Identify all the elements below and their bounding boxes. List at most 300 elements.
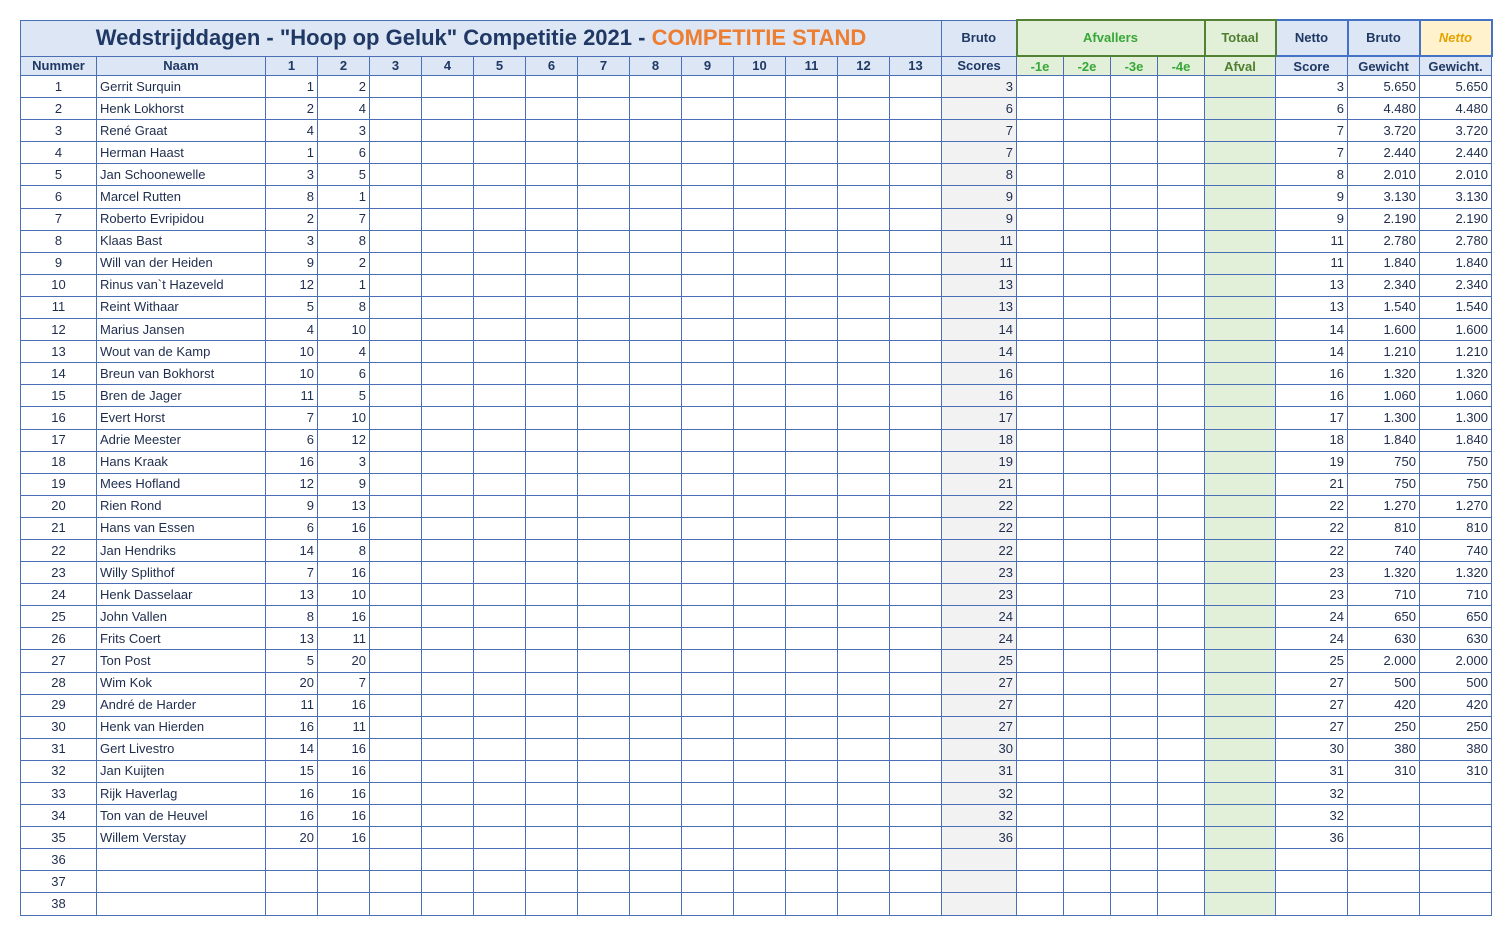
round-12-cell[interactable] <box>838 142 890 164</box>
afvaller-1-cell[interactable] <box>1017 208 1064 230</box>
round-2-cell[interactable]: 16 <box>318 562 370 584</box>
round-7-cell[interactable] <box>578 495 630 517</box>
afvaller-3-cell[interactable] <box>1111 429 1158 451</box>
round-8-cell[interactable] <box>630 495 682 517</box>
round-12-cell[interactable] <box>838 628 890 650</box>
afvaller-4-cell[interactable] <box>1158 893 1205 915</box>
bruto-gewicht-cell[interactable]: 1.600 <box>1348 319 1420 341</box>
round-2-cell[interactable]: 16 <box>318 783 370 805</box>
round-4-cell[interactable] <box>422 716 474 738</box>
round-8-cell[interactable] <box>630 716 682 738</box>
round-11-cell[interactable] <box>786 385 838 407</box>
afvaller-1-cell[interactable] <box>1017 871 1064 893</box>
bruto-gewicht-cell[interactable]: 310 <box>1348 760 1420 782</box>
netto-gewicht-cell[interactable]: 1.320 <box>1420 562 1492 584</box>
row-name[interactable]: Rinus van`t Hazeveld <box>97 274 266 296</box>
round-8-cell[interactable] <box>630 805 682 827</box>
row-name[interactable]: Evert Horst <box>97 407 266 429</box>
round-3-cell[interactable] <box>370 230 422 252</box>
round-7-cell[interactable] <box>578 385 630 407</box>
afvaller-2-cell[interactable] <box>1064 451 1111 473</box>
bruto-score-cell[interactable]: 22 <box>942 539 1017 561</box>
round-10-cell[interactable] <box>734 319 786 341</box>
afvaller-3-cell[interactable] <box>1111 274 1158 296</box>
round-6-cell[interactable] <box>526 76 578 98</box>
round-6-cell[interactable] <box>526 186 578 208</box>
round-9-cell[interactable] <box>682 120 734 142</box>
round-8-cell[interactable] <box>630 628 682 650</box>
round-4-cell[interactable] <box>422 584 474 606</box>
round-12-cell[interactable] <box>838 738 890 760</box>
totaal-afval-cell[interactable] <box>1205 274 1276 296</box>
round-6-cell[interactable] <box>526 738 578 760</box>
round-1-cell[interactable]: 20 <box>266 672 318 694</box>
round-9-cell[interactable] <box>682 539 734 561</box>
afvaller-2-cell[interactable] <box>1064 120 1111 142</box>
netto-gewicht-cell[interactable]: 2.190 <box>1420 208 1492 230</box>
round-6-cell[interactable] <box>526 98 578 120</box>
afvaller-2-cell[interactable] <box>1064 827 1111 849</box>
round-4-cell[interactable] <box>422 142 474 164</box>
row-name[interactable]: Marius Jansen <box>97 319 266 341</box>
round-10-cell[interactable] <box>734 606 786 628</box>
round-5-cell[interactable] <box>474 252 526 274</box>
totaal-afval-cell[interactable] <box>1205 429 1276 451</box>
round-12-cell[interactable] <box>838 562 890 584</box>
netto-score-cell[interactable] <box>1276 849 1348 871</box>
bruto-score-cell[interactable]: 3 <box>942 76 1017 98</box>
round-4-cell[interactable] <box>422 319 474 341</box>
round-2-cell[interactable]: 16 <box>318 517 370 539</box>
round-13-cell[interactable] <box>890 98 942 120</box>
round-5-cell[interactable] <box>474 783 526 805</box>
round-9-cell[interactable] <box>682 628 734 650</box>
round-13-cell[interactable] <box>890 650 942 672</box>
row-number[interactable]: 7 <box>21 208 97 230</box>
round-7-cell[interactable] <box>578 429 630 451</box>
round-13-cell[interactable] <box>890 407 942 429</box>
afvaller-1-cell[interactable] <box>1017 142 1064 164</box>
round-8-cell[interactable] <box>630 429 682 451</box>
round-8-cell[interactable] <box>630 849 682 871</box>
round-5-cell[interactable] <box>474 473 526 495</box>
row-number[interactable]: 11 <box>21 296 97 318</box>
round-13-cell[interactable] <box>890 296 942 318</box>
afvaller-3-cell[interactable] <box>1111 98 1158 120</box>
round-9-cell[interactable] <box>682 495 734 517</box>
afvaller-4-cell[interactable] <box>1158 186 1205 208</box>
round-9-cell[interactable] <box>682 783 734 805</box>
totaal-afval-cell[interactable] <box>1205 98 1276 120</box>
round-6-cell[interactable] <box>526 274 578 296</box>
afvaller-2-cell[interactable] <box>1064 495 1111 517</box>
bruto-gewicht-cell[interactable]: 710 <box>1348 584 1420 606</box>
bruto-gewicht-cell[interactable]: 3.130 <box>1348 186 1420 208</box>
bruto-score-cell[interactable]: 36 <box>942 827 1017 849</box>
bruto-score-cell[interactable]: 19 <box>942 451 1017 473</box>
afvaller-3-cell[interactable] <box>1111 871 1158 893</box>
round-5-cell[interactable] <box>474 893 526 915</box>
afvaller-2-cell[interactable] <box>1064 296 1111 318</box>
round-1-cell[interactable]: 1 <box>266 76 318 98</box>
round-1-cell[interactable]: 14 <box>266 539 318 561</box>
round-7-cell[interactable] <box>578 562 630 584</box>
bruto-score-cell[interactable]: 23 <box>942 562 1017 584</box>
round-4-cell[interactable] <box>422 230 474 252</box>
round-6-cell[interactable] <box>526 495 578 517</box>
bruto-score-cell[interactable]: 8 <box>942 164 1017 186</box>
afvaller-1-cell[interactable] <box>1017 783 1064 805</box>
afvaller-4-cell[interactable] <box>1158 76 1205 98</box>
round-12-cell[interactable] <box>838 98 890 120</box>
round-5-cell[interactable] <box>474 385 526 407</box>
totaal-afval-cell[interactable] <box>1205 363 1276 385</box>
afvaller-2-cell[interactable] <box>1064 341 1111 363</box>
round-3-cell[interactable] <box>370 341 422 363</box>
round-9-cell[interactable] <box>682 760 734 782</box>
round-13-cell[interactable] <box>890 760 942 782</box>
round-3-cell[interactable] <box>370 363 422 385</box>
round-4-cell[interactable] <box>422 98 474 120</box>
round-4-cell[interactable] <box>422 783 474 805</box>
netto-gewicht-cell[interactable]: 380 <box>1420 738 1492 760</box>
bruto-score-cell[interactable]: 32 <box>942 783 1017 805</box>
round-9-cell[interactable] <box>682 893 734 915</box>
round-1-cell[interactable]: 6 <box>266 429 318 451</box>
round-3-cell[interactable] <box>370 429 422 451</box>
round-6-cell[interactable] <box>526 341 578 363</box>
totaal-afval-cell[interactable] <box>1205 341 1276 363</box>
afvaller-3-cell[interactable] <box>1111 186 1158 208</box>
round-2-cell[interactable]: 16 <box>318 827 370 849</box>
round-5-cell[interactable] <box>474 694 526 716</box>
round-7-cell[interactable] <box>578 208 630 230</box>
round-4-cell[interactable] <box>422 672 474 694</box>
totaal-afval-cell[interactable] <box>1205 76 1276 98</box>
round-11-cell[interactable] <box>786 473 838 495</box>
bruto-score-cell[interactable]: 23 <box>942 584 1017 606</box>
row-name[interactable]: André de Harder <box>97 694 266 716</box>
round-2-cell[interactable]: 3 <box>318 451 370 473</box>
round-3-cell[interactable] <box>370 716 422 738</box>
netto-score-cell[interactable]: 27 <box>1276 694 1348 716</box>
bruto-gewicht-cell[interactable]: 1.840 <box>1348 252 1420 274</box>
round-13-cell[interactable] <box>890 164 942 186</box>
bruto-gewicht-cell[interactable]: 2.010 <box>1348 164 1420 186</box>
round-3-cell[interactable] <box>370 407 422 429</box>
round-5-cell[interactable] <box>474 539 526 561</box>
bruto-score-cell[interactable]: 22 <box>942 495 1017 517</box>
round-10-cell[interactable] <box>734 385 786 407</box>
netto-score-cell[interactable]: 32 <box>1276 783 1348 805</box>
round-3-cell[interactable] <box>370 893 422 915</box>
round-13-cell[interactable] <box>890 385 942 407</box>
totaal-afval-cell[interactable] <box>1205 628 1276 650</box>
afvaller-4-cell[interactable] <box>1158 628 1205 650</box>
round-8-cell[interactable] <box>630 296 682 318</box>
round-10-cell[interactable] <box>734 98 786 120</box>
round-7-cell[interactable] <box>578 296 630 318</box>
row-number[interactable]: 31 <box>21 738 97 760</box>
round-12-cell[interactable] <box>838 385 890 407</box>
round-2-cell[interactable]: 9 <box>318 473 370 495</box>
afvaller-1-cell[interactable] <box>1017 827 1064 849</box>
bruto-score-cell[interactable]: 30 <box>942 738 1017 760</box>
round-11-cell[interactable] <box>786 230 838 252</box>
netto-gewicht-cell[interactable]: 1.840 <box>1420 429 1492 451</box>
row-name[interactable]: Hans Kraak <box>97 451 266 473</box>
round-12-cell[interactable] <box>838 871 890 893</box>
round-1-cell[interactable]: 3 <box>266 164 318 186</box>
round-13-cell[interactable] <box>890 451 942 473</box>
round-13-cell[interactable] <box>890 363 942 385</box>
round-1-cell[interactable]: 13 <box>266 628 318 650</box>
afvaller-1-cell[interactable] <box>1017 628 1064 650</box>
round-7-cell[interactable] <box>578 341 630 363</box>
netto-score-cell[interactable]: 13 <box>1276 274 1348 296</box>
round-12-cell[interactable] <box>838 429 890 451</box>
afvaller-2-cell[interactable] <box>1064 319 1111 341</box>
round-5-cell[interactable] <box>474 628 526 650</box>
totaal-afval-cell[interactable] <box>1205 230 1276 252</box>
round-9-cell[interactable] <box>682 451 734 473</box>
round-13-cell[interactable] <box>890 495 942 517</box>
afvaller-1-cell[interactable] <box>1017 738 1064 760</box>
round-4-cell[interactable] <box>422 539 474 561</box>
round-5-cell[interactable] <box>474 186 526 208</box>
round-12-cell[interactable] <box>838 208 890 230</box>
round-4-cell[interactable] <box>422 849 474 871</box>
round-9-cell[interactable] <box>682 142 734 164</box>
afvaller-2-cell[interactable] <box>1064 584 1111 606</box>
netto-score-cell[interactable]: 7 <box>1276 142 1348 164</box>
round-11-cell[interactable] <box>786 319 838 341</box>
row-number[interactable]: 13 <box>21 341 97 363</box>
round-1-cell[interactable]: 11 <box>266 385 318 407</box>
round-8-cell[interactable] <box>630 584 682 606</box>
row-name[interactable]: John Vallen <box>97 606 266 628</box>
afvaller-1-cell[interactable] <box>1017 363 1064 385</box>
round-10-cell[interactable] <box>734 584 786 606</box>
bruto-gewicht-cell[interactable]: 650 <box>1348 606 1420 628</box>
row-number[interactable]: 32 <box>21 760 97 782</box>
netto-score-cell[interactable] <box>1276 893 1348 915</box>
netto-score-cell[interactable]: 11 <box>1276 252 1348 274</box>
row-number[interactable]: 20 <box>21 495 97 517</box>
afvaller-3-cell[interactable] <box>1111 849 1158 871</box>
round-9-cell[interactable] <box>682 716 734 738</box>
round-4-cell[interactable] <box>422 495 474 517</box>
afvaller-3-cell[interactable] <box>1111 827 1158 849</box>
round-1-cell[interactable]: 13 <box>266 584 318 606</box>
afvaller-2-cell[interactable] <box>1064 385 1111 407</box>
round-1-cell[interactable]: 12 <box>266 274 318 296</box>
round-13-cell[interactable] <box>890 827 942 849</box>
totaal-afval-cell[interactable] <box>1205 650 1276 672</box>
bruto-score-cell[interactable]: 21 <box>942 473 1017 495</box>
afvaller-2-cell[interactable] <box>1064 473 1111 495</box>
row-name[interactable]: Ton Post <box>97 650 266 672</box>
netto-score-cell[interactable]: 36 <box>1276 827 1348 849</box>
round-9-cell[interactable] <box>682 517 734 539</box>
round-8-cell[interactable] <box>630 341 682 363</box>
round-3-cell[interactable] <box>370 628 422 650</box>
round-2-cell[interactable]: 6 <box>318 142 370 164</box>
round-1-cell[interactable]: 5 <box>266 296 318 318</box>
bruto-score-cell[interactable]: 7 <box>942 142 1017 164</box>
afvaller-2-cell[interactable] <box>1064 363 1111 385</box>
row-number[interactable]: 2 <box>21 98 97 120</box>
afvaller-1-cell[interactable] <box>1017 120 1064 142</box>
afvaller-4-cell[interactable] <box>1158 98 1205 120</box>
round-3-cell[interactable] <box>370 296 422 318</box>
netto-gewicht-cell[interactable]: 1.210 <box>1420 341 1492 363</box>
round-1-cell[interactable]: 6 <box>266 517 318 539</box>
afvaller-4-cell[interactable] <box>1158 142 1205 164</box>
round-10-cell[interactable] <box>734 783 786 805</box>
round-4-cell[interactable] <box>422 562 474 584</box>
bruto-score-cell[interactable]: 25 <box>942 650 1017 672</box>
afvaller-3-cell[interactable] <box>1111 341 1158 363</box>
round-9-cell[interactable] <box>682 805 734 827</box>
round-4-cell[interactable] <box>422 606 474 628</box>
afvaller-2-cell[interactable] <box>1064 517 1111 539</box>
round-11-cell[interactable] <box>786 363 838 385</box>
round-5-cell[interactable] <box>474 363 526 385</box>
round-3-cell[interactable] <box>370 385 422 407</box>
round-13-cell[interactable] <box>890 120 942 142</box>
row-name[interactable]: Reint Withaar <box>97 296 266 318</box>
round-7-cell[interactable] <box>578 142 630 164</box>
round-7-cell[interactable] <box>578 517 630 539</box>
afvaller-2-cell[interactable] <box>1064 230 1111 252</box>
round-5-cell[interactable] <box>474 429 526 451</box>
round-1-cell[interactable]: 2 <box>266 98 318 120</box>
round-10-cell[interactable] <box>734 296 786 318</box>
round-5-cell[interactable] <box>474 738 526 760</box>
round-5-cell[interactable] <box>474 650 526 672</box>
row-name[interactable] <box>97 871 266 893</box>
bruto-gewicht-cell[interactable]: 1.840 <box>1348 429 1420 451</box>
row-name[interactable]: Henk Lokhorst <box>97 98 266 120</box>
bruto-score-cell[interactable]: 17 <box>942 407 1017 429</box>
netto-gewicht-cell[interactable]: 2.780 <box>1420 230 1492 252</box>
bruto-score-cell[interactable]: 14 <box>942 341 1017 363</box>
round-11-cell[interactable] <box>786 495 838 517</box>
round-2-cell[interactable]: 12 <box>318 429 370 451</box>
round-5-cell[interactable] <box>474 120 526 142</box>
round-2-cell[interactable]: 16 <box>318 694 370 716</box>
round-11-cell[interactable] <box>786 120 838 142</box>
round-5-cell[interactable] <box>474 319 526 341</box>
round-8-cell[interactable] <box>630 252 682 274</box>
round-11-cell[interactable] <box>786 407 838 429</box>
round-10-cell[interactable] <box>734 274 786 296</box>
afvaller-4-cell[interactable] <box>1158 120 1205 142</box>
round-1-cell[interactable]: 9 <box>266 495 318 517</box>
round-4-cell[interactable] <box>422 385 474 407</box>
round-10-cell[interactable] <box>734 429 786 451</box>
round-13-cell[interactable] <box>890 783 942 805</box>
bruto-score-cell[interactable]: 16 <box>942 363 1017 385</box>
round-11-cell[interactable] <box>786 694 838 716</box>
round-5-cell[interactable] <box>474 341 526 363</box>
netto-gewicht-cell[interactable]: 2.440 <box>1420 142 1492 164</box>
afvaller-2-cell[interactable] <box>1064 738 1111 760</box>
round-3-cell[interactable] <box>370 783 422 805</box>
round-11-cell[interactable] <box>786 76 838 98</box>
round-6-cell[interactable] <box>526 562 578 584</box>
round-9-cell[interactable] <box>682 230 734 252</box>
afvaller-3-cell[interactable] <box>1111 650 1158 672</box>
bruto-score-cell[interactable]: 11 <box>942 230 1017 252</box>
afvaller-3-cell[interactable] <box>1111 783 1158 805</box>
round-4-cell[interactable] <box>422 760 474 782</box>
round-9-cell[interactable] <box>682 650 734 672</box>
round-7-cell[interactable] <box>578 407 630 429</box>
round-12-cell[interactable] <box>838 363 890 385</box>
netto-score-cell[interactable]: 24 <box>1276 606 1348 628</box>
round-1-cell[interactable]: 3 <box>266 230 318 252</box>
round-6-cell[interactable] <box>526 849 578 871</box>
bruto-gewicht-cell[interactable]: 4.480 <box>1348 98 1420 120</box>
netto-score-cell[interactable]: 18 <box>1276 429 1348 451</box>
afvaller-2-cell[interactable] <box>1064 407 1111 429</box>
round-3-cell[interactable] <box>370 186 422 208</box>
round-6-cell[interactable] <box>526 539 578 561</box>
netto-score-cell[interactable]: 19 <box>1276 451 1348 473</box>
round-11-cell[interactable] <box>786 606 838 628</box>
round-2-cell[interactable]: 10 <box>318 584 370 606</box>
bruto-gewicht-cell[interactable] <box>1348 783 1420 805</box>
round-12-cell[interactable] <box>838 517 890 539</box>
round-2-cell[interactable]: 11 <box>318 716 370 738</box>
row-number[interactable]: 38 <box>21 893 97 915</box>
netto-gewicht-cell[interactable]: 740 <box>1420 539 1492 561</box>
row-name[interactable]: Willem Verstay <box>97 827 266 849</box>
afvaller-3-cell[interactable] <box>1111 584 1158 606</box>
netto-gewicht-cell[interactable]: 1.060 <box>1420 385 1492 407</box>
afvaller-4-cell[interactable] <box>1158 296 1205 318</box>
afvaller-4-cell[interactable] <box>1158 385 1205 407</box>
round-10-cell[interactable] <box>734 407 786 429</box>
round-12-cell[interactable] <box>838 407 890 429</box>
round-7-cell[interactable] <box>578 274 630 296</box>
round-6-cell[interactable] <box>526 871 578 893</box>
round-11-cell[interactable] <box>786 562 838 584</box>
round-7-cell[interactable] <box>578 539 630 561</box>
bruto-gewicht-cell[interactable]: 1.320 <box>1348 363 1420 385</box>
round-6-cell[interactable] <box>526 716 578 738</box>
round-2-cell[interactable]: 2 <box>318 252 370 274</box>
afvaller-3-cell[interactable] <box>1111 716 1158 738</box>
netto-score-cell[interactable]: 31 <box>1276 760 1348 782</box>
afvaller-4-cell[interactable] <box>1158 230 1205 252</box>
netto-gewicht-cell[interactable]: 650 <box>1420 606 1492 628</box>
round-13-cell[interactable] <box>890 473 942 495</box>
round-3-cell[interactable] <box>370 495 422 517</box>
netto-gewicht-cell[interactable]: 1.540 <box>1420 296 1492 318</box>
round-6-cell[interactable] <box>526 584 578 606</box>
afvaller-2-cell[interactable] <box>1064 805 1111 827</box>
netto-gewicht-cell[interactable] <box>1420 871 1492 893</box>
afvaller-3-cell[interactable] <box>1111 517 1158 539</box>
round-11-cell[interactable] <box>786 893 838 915</box>
round-12-cell[interactable] <box>838 495 890 517</box>
row-name[interactable]: Gerrit Surquin <box>97 76 266 98</box>
bruto-gewicht-cell[interactable]: 420 <box>1348 694 1420 716</box>
round-1-cell[interactable]: 16 <box>266 783 318 805</box>
